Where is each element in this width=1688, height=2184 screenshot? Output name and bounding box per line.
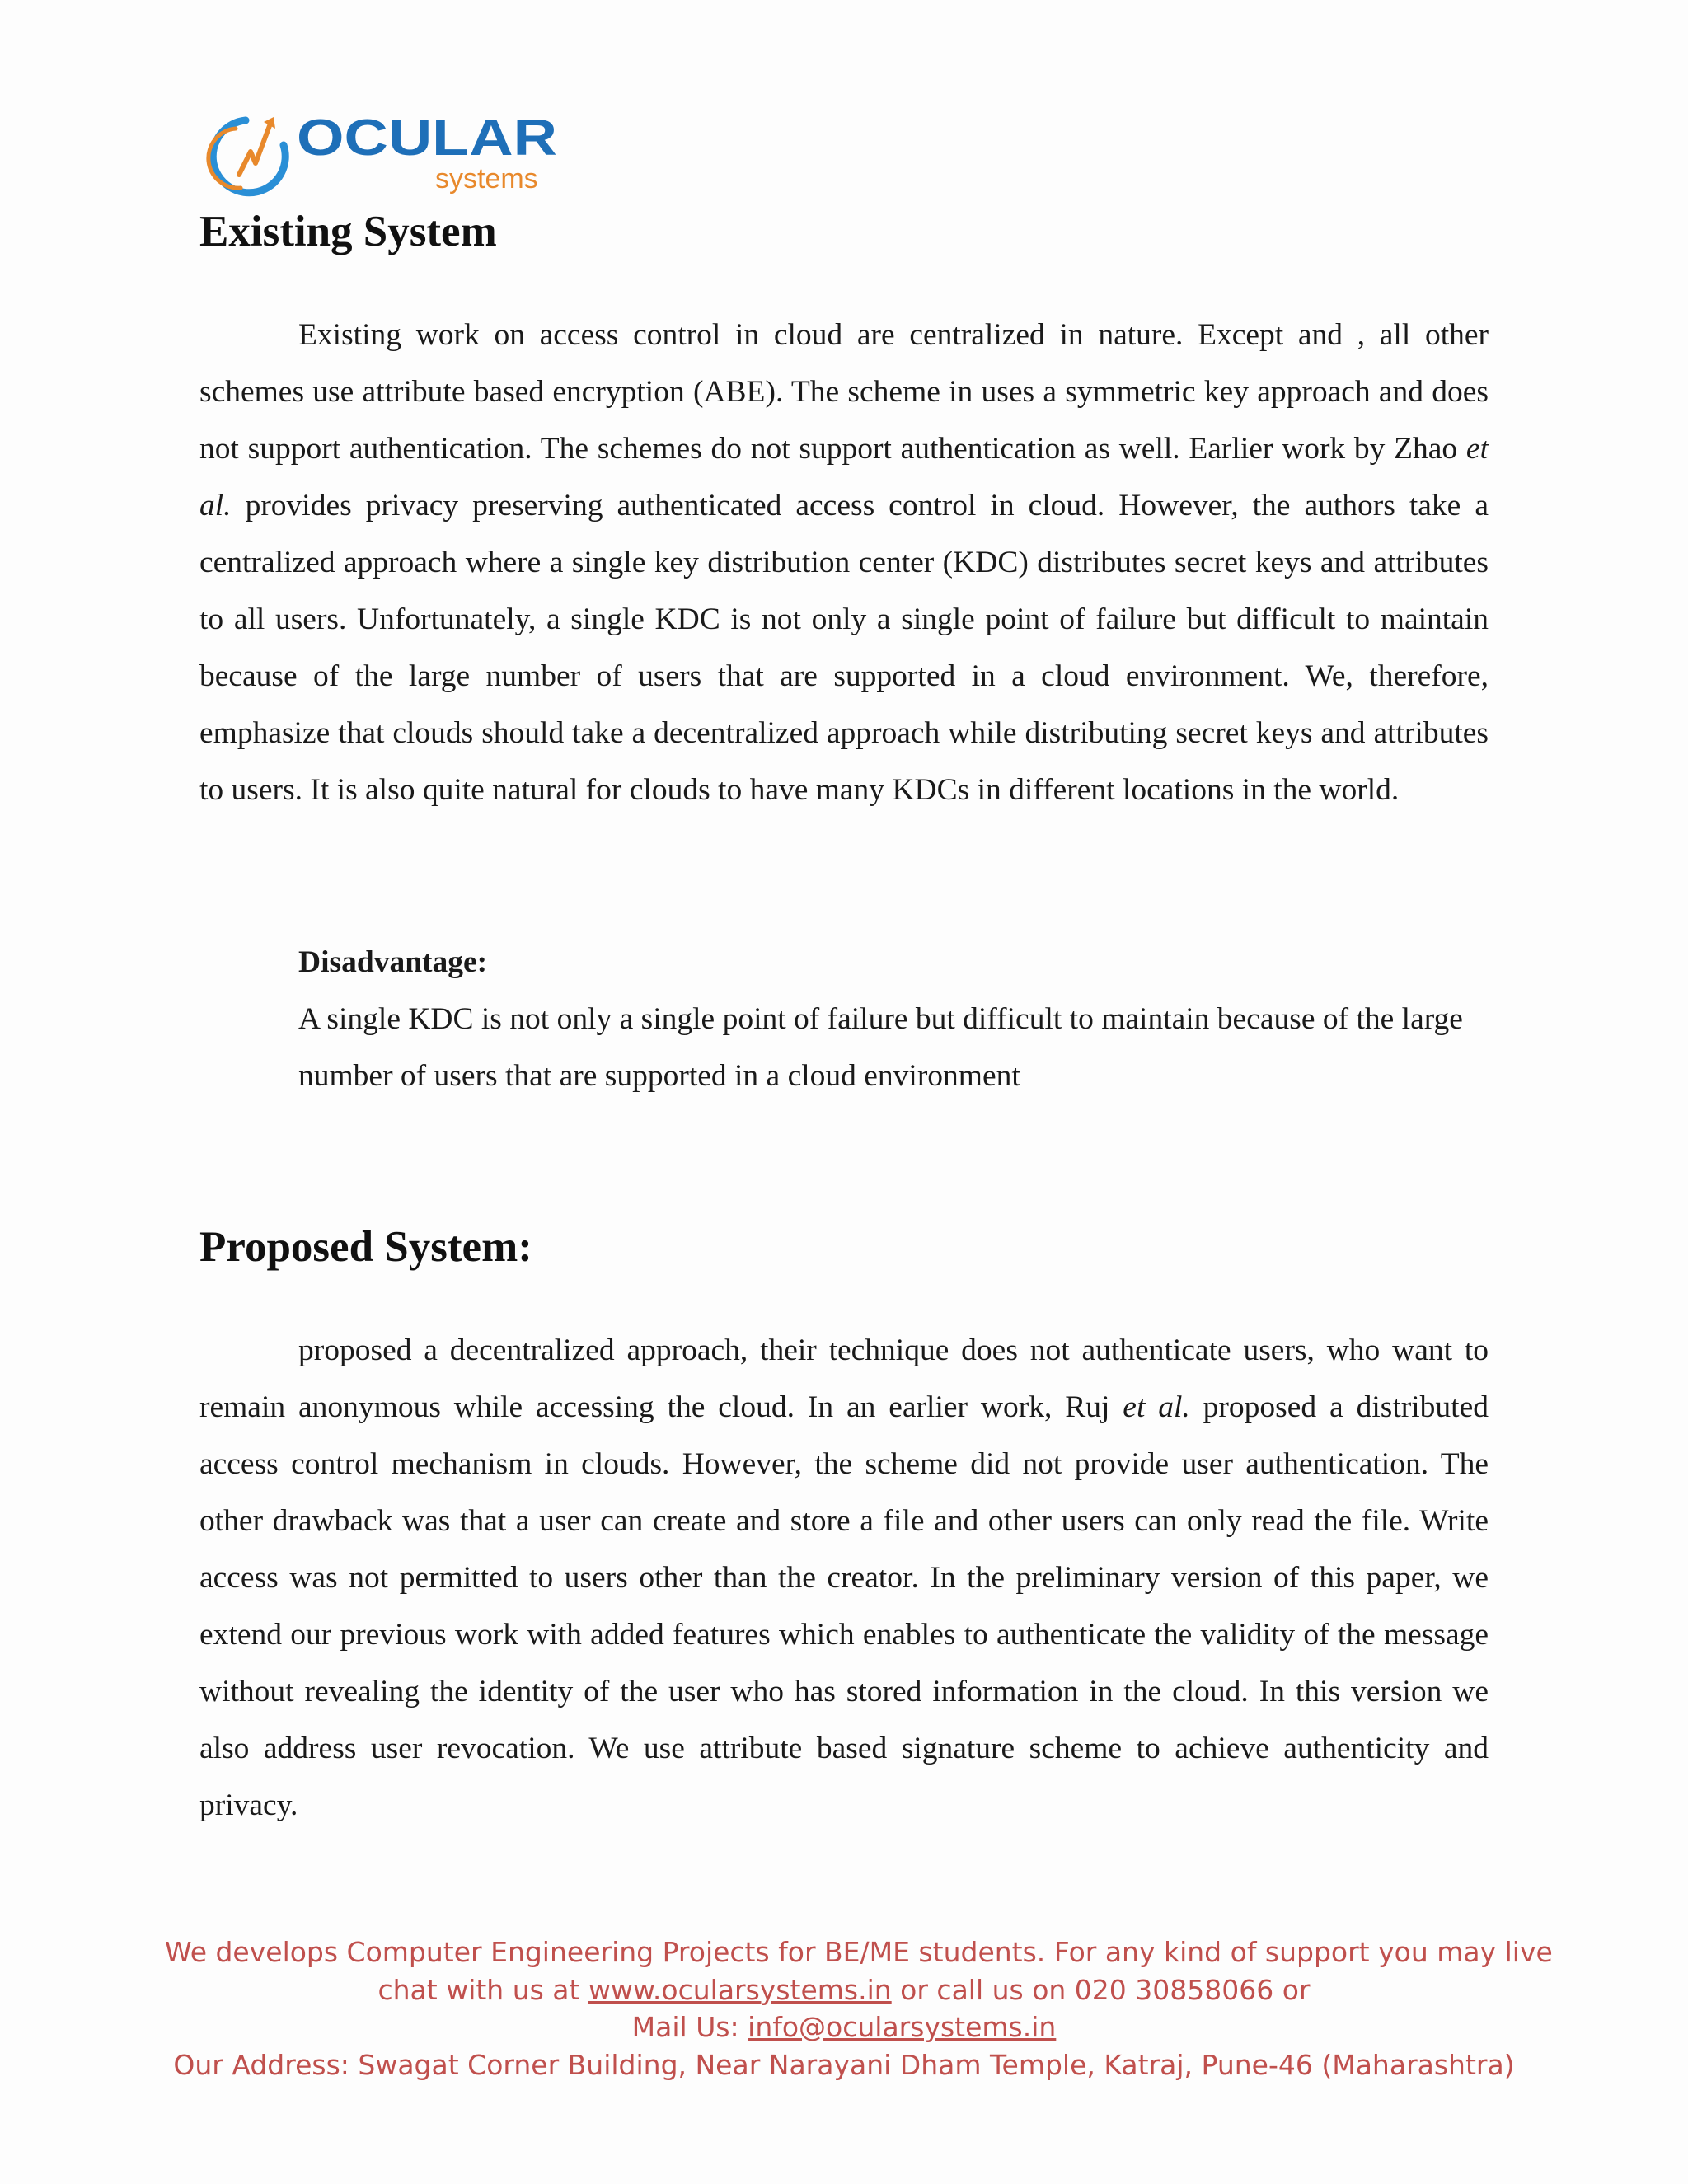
- existing-text-etal: et al.: [199, 432, 1489, 523]
- existing-system-body: [199, 307, 1489, 818]
- proposed-system-paragraph: [199, 1322, 1489, 1834]
- footer-mail-prefix: Mail Us:: [631, 2011, 748, 2043]
- email-link[interactable]: info@ocularsystems.in: [748, 2011, 1057, 2043]
- existing-text-part2: provides privacy preserving authenticated access control in cloud. However, the authors take a centralized approach where a single key distribution center (KDC) distributes secret keys and attributes to all users. Unfortunately, a single KDC is not only a single point of failure but difficult to maintain because of the large number of users that are supported in a cloud environment. We, therefore, emphasize that clouds should take a decentralized approach while distributing secret keys and attributes to users. It is also quite natural for clouds to have many KDCs in different locations in the world.: [199, 489, 1489, 807]
- existing-system-heading: Existing System: [199, 208, 497, 255]
- footer-line-2: [165, 1971, 1523, 2009]
- proposed-text-part2: proposed a distributed access control mechanism in clouds. However, the scheme did not provide user authentication. The other drawback was that a user can create and store a file and other users can only read the file. Write access was not permitted to users other than the creator. In the preliminary version of this paper, we extend our previous work with added features which enables to authenticate the validity of the message without revealing the identity of the user who has stored information in the cloud. In this version we also address user revocation. We use attribute based signature scheme to achieve authenticity and privacy.: [199, 1390, 1489, 1822]
- existing-system-paragraph: [199, 307, 1489, 818]
- proposed-system-section: [199, 1223, 1489, 1271]
- ocular-systems-logo: [204, 105, 567, 203]
- footer-line-3: [165, 2008, 1523, 2046]
- footer-chat-prefix: chat with us at: [377, 1973, 588, 2006]
- proposed-text-part1: proposed a decentralized approach, their technique does not authenticate users, who want to remain anonymous while accessing the cloud. In an earlier work, Ruj: [199, 1333, 1489, 1424]
- proposed-text-etal: et al.: [1123, 1390, 1190, 1424]
- disadvantage-label: Disadvantage:: [298, 945, 488, 979]
- disadvantage-block: [298, 934, 1489, 1104]
- website-link[interactable]: www.ocularsystems.in: [588, 1973, 892, 2006]
- proposed-system-body: [199, 1322, 1489, 1834]
- disadvantage-text: A single KDC is not only a single point of failure but difficult to maintain because of the large number of users that are supported in a cloud environment: [298, 1002, 1463, 1093]
- proposed-system-heading: Proposed System:: [199, 1223, 532, 1271]
- footer-phone-text: or call us on 020 30858066 or: [891, 1973, 1311, 2006]
- contact-footer: [165, 1933, 1553, 2083]
- footer-address: Our Address: Swagat Corner Building, Near Narayani Dham Temple, Katraj, Pune-46 (Maharashtra): [173, 2048, 1515, 2081]
- logo-brand-text: OCULAR: [297, 110, 557, 166]
- existing-text-part1: Existing work on access control in cloud are centralized in nature. Except and , all other schemes use attribute based encryption (ABE). The scheme in uses a symmetric key approach and does not support authentication. The schemes do not support authentication as well. Earlier work by Zhao: [199, 318, 1489, 466]
- logo-tagline-text: systems: [435, 163, 538, 194]
- existing-system-section: [199, 208, 1489, 255]
- footer-line-1: We develops Computer Engineering Projects for BE/ME students. For any kind of support you may live: [165, 1936, 1553, 1968]
- logo-emblem-icon: [209, 117, 285, 193]
